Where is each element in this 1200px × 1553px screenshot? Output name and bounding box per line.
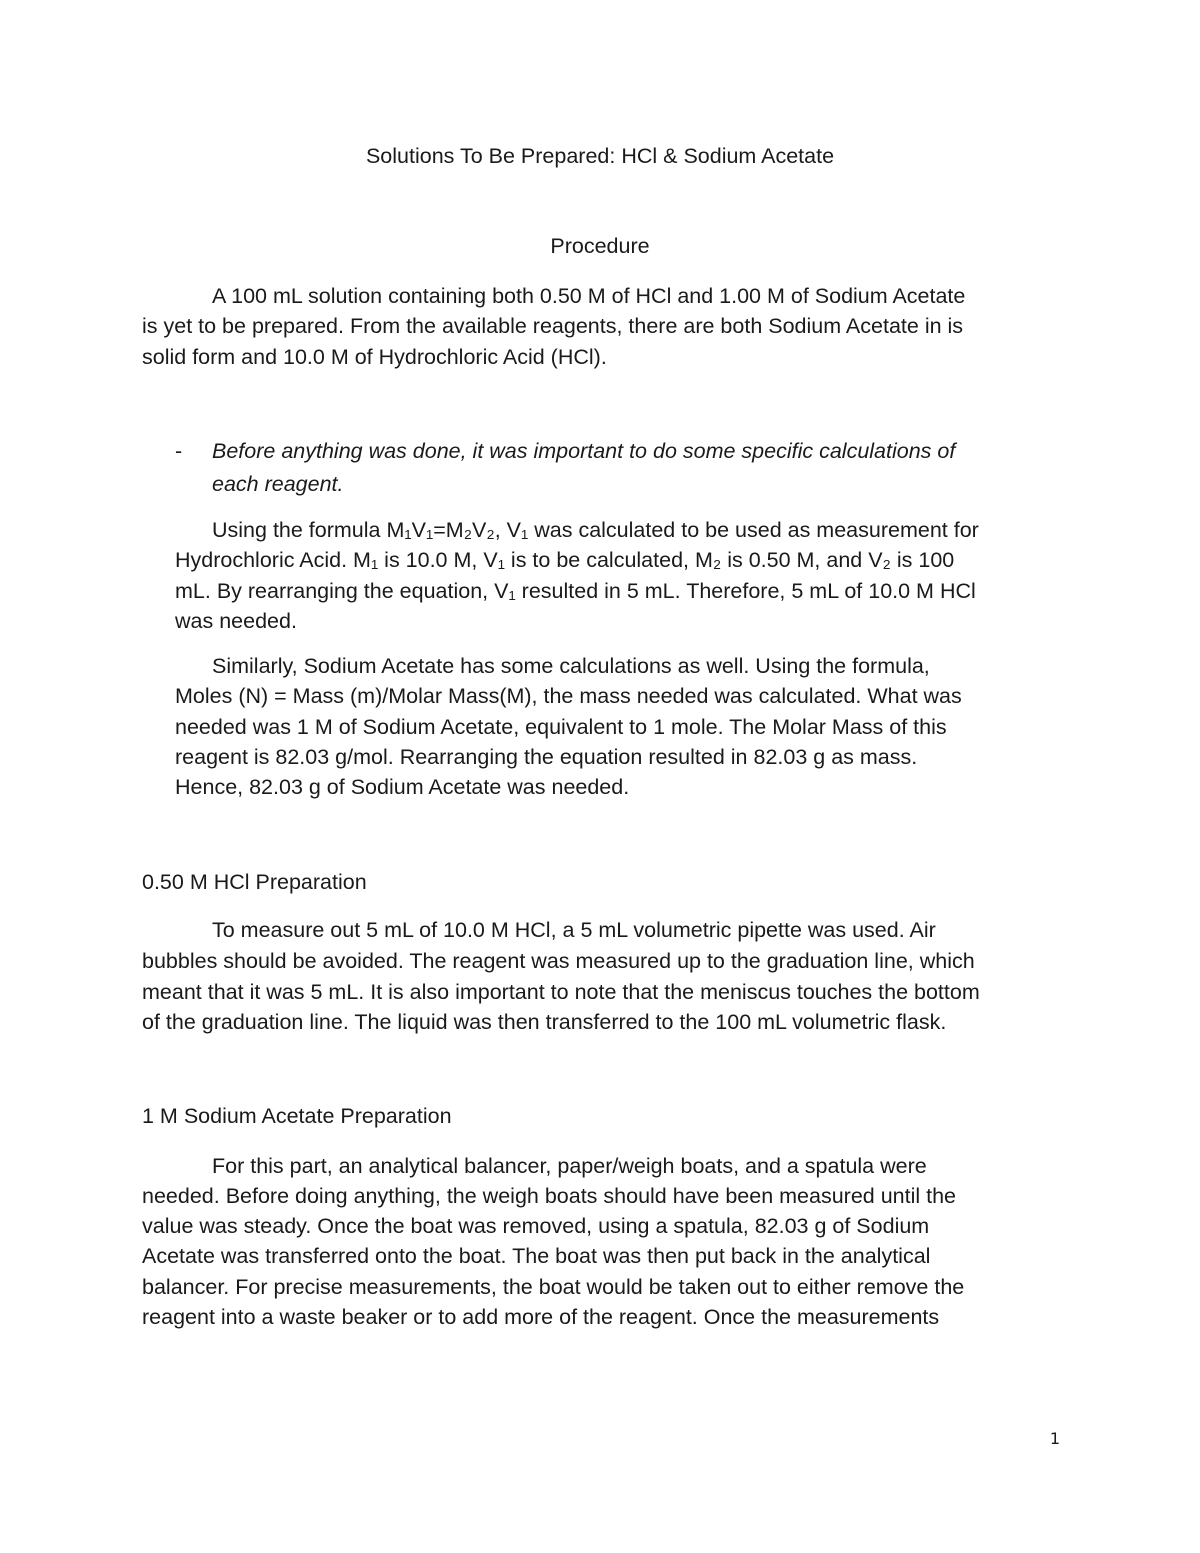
acetate-calc-line-5: Hence, 82.03 g of Sodium Acetate was needed. xyxy=(175,775,630,799)
page-number: 1 xyxy=(1049,1429,1060,1448)
hcl-prep-line-3: meant that it was 5 mL. It is also important to note that the meniscus touches the bottom xyxy=(142,980,980,1004)
acetate-prep-line-2: needed. Before doing anything, the weigh boats should have been measured until the xyxy=(142,1184,957,1208)
acetate-prep-line-3: value was steady. Once the boat was removed, using a spatula, 82.03 g of Sodium xyxy=(142,1214,930,1238)
hcl-prep-line-2: bubbles should be avoided. The reagent was measured up to the graduation line, which xyxy=(142,949,975,973)
hcl-prep-line-4: of the graduation line. The liquid was then transferred to the 100 mL volumetric flask. xyxy=(142,1010,947,1034)
intro-line-1: A 100 mL solution containing both 0.50 M of HCl and 1.00 M of Sodium Acetate xyxy=(212,284,966,308)
acetate-calc-line-3: needed was 1 M of Sodium Acetate, equivalent to 1 mole. The Molar Mass of this xyxy=(175,715,947,739)
acetate-calc-line-2: Moles (N) = Mass (m)/Molar Mass(M), the mass needed was calculated. What was xyxy=(175,684,962,708)
acetate-prep-heading: 1 M Sodium Acetate Preparation xyxy=(142,1104,452,1128)
bullet-line-1: Before anything was done, it was important to do some specific calculations of xyxy=(212,439,956,463)
bullet-line-2: each reagent. xyxy=(212,472,344,496)
hcl-prep-line-1: To measure out 5 mL of 10.0 M HCl, a 5 mL volumetric pipette was used. Air xyxy=(212,918,936,942)
acetate-prep-line-5: balancer. For precise measurements, the boat would be taken out to either remove the xyxy=(142,1275,965,1299)
intro-line-3: solid form and 10.0 M of Hydrochloric Acid (HCl). xyxy=(142,345,607,369)
hcl-calc-line-1: Using the formula M₁V₁=M₂V₂, V₁ was calculated to be used as measurement for xyxy=(212,518,979,542)
hcl-calc-line-4: was needed. xyxy=(175,609,297,633)
acetate-calc-line-1: Similarly, Sodium Acetate has some calculations as well. Using the formula, xyxy=(212,654,930,678)
hcl-calc-line-2: Hydrochloric Acid. M₁ is 10.0 M, V₁ is to be calculated, M₂ is 0.50 M, and V₂ is 100 xyxy=(175,548,955,572)
acetate-prep-line-4: Acetate was transferred onto the boat. The boat was then put back in the analytical xyxy=(142,1244,931,1268)
acetate-calc-line-4: reagent is 82.03 g/mol. Rearranging the equation resulted in 82.03 g as mass. xyxy=(175,745,918,769)
acetate-prep-line-6: reagent into a waste beaker or to add more of the reagent. Once the measurements xyxy=(142,1305,940,1329)
hcl-prep-heading: 0.50 M HCl Preparation xyxy=(142,870,367,894)
hcl-calc-line-3: mL. By rearranging the equation, V₁ resulted in 5 mL. Therefore, 5 mL of 10.0 M HCl xyxy=(175,579,976,603)
acetate-prep-line-1: For this part, an analytical balancer, paper/weigh boats, and a spatula were xyxy=(212,1154,927,1178)
document-title: Solutions To Be Prepared: HCl & Sodium Acetate xyxy=(365,144,835,168)
bullet-dash: - xyxy=(175,439,183,463)
intro-line-2: is yet to be prepared. From the available reagents, there are both Sodium Acetate in is xyxy=(142,314,964,338)
procedure-heading: Procedure xyxy=(550,234,650,258)
